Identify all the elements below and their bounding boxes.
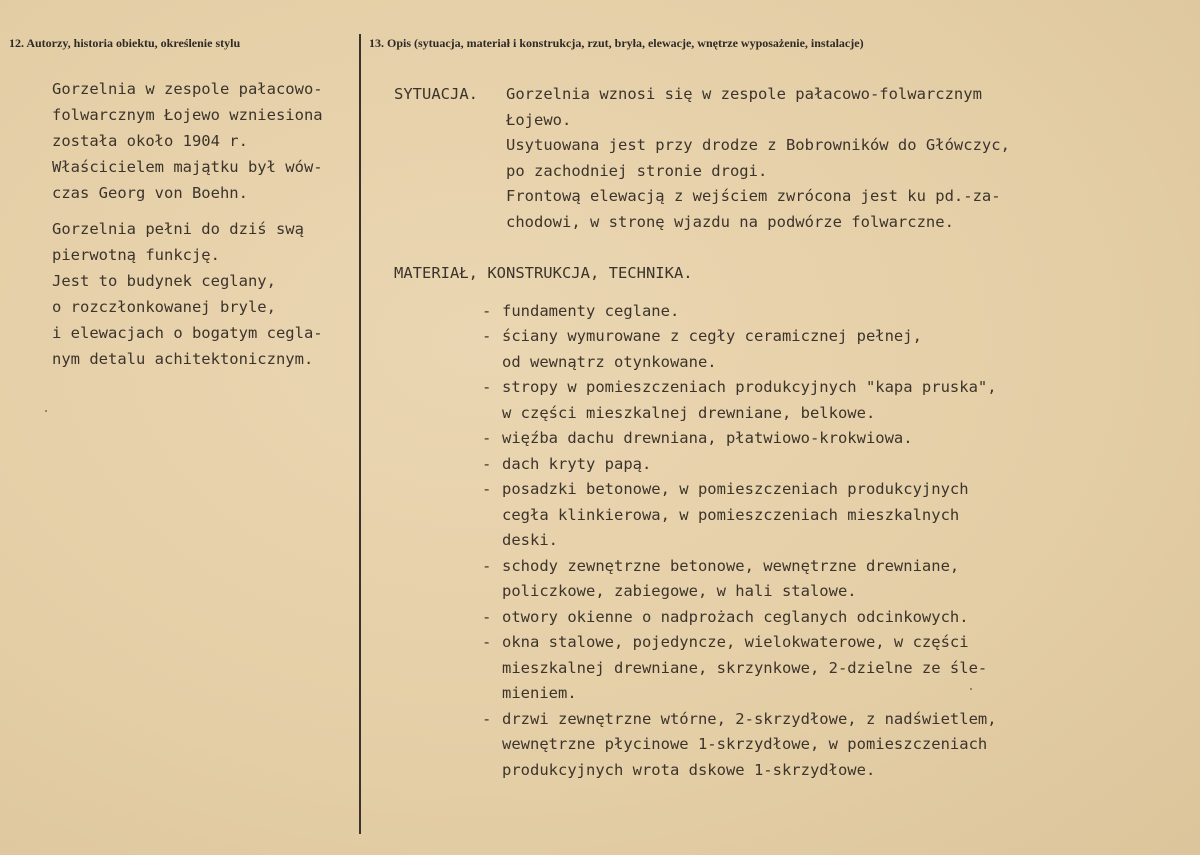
situation-label: SYTUACJA. [394, 85, 478, 103]
history-paragraph-2: Gorzelnia pełni do dziś swą pierwotną funkcję. Jest to budynek ceglany, o rozczłonkowanej bryle, i elewacjach o bogatym cegla- nym detalu achitektonicznym. [52, 220, 323, 368]
material-heading: MATERIAŁ, KONSTRUKCJA, TECHNIKA. [394, 264, 693, 282]
column-divider [359, 34, 361, 834]
section-13-header: 13. Opis (sytuacja, materiał i konstrukcja, rzut, bryła, elewacje, wnętrze wyposażenie, instalacje) [369, 36, 864, 50]
list-item-text: schody zewnętrzne betonowe, wewnętrzne drewniane, policzkowe, zabiegowe, w hali stalowe. [502, 556, 960, 600]
list-item: - okna stalowe, pojedyncze, wielokwaterowe, w części mieszkalnej drewniane, skrzynkowe, 2-dzielne ze śle- mieniem. [482, 630, 1184, 707]
list-item-text: dach kryty papą. [502, 454, 652, 473]
situation-first-line [394, 82, 1184, 108]
list-item-text: więźba dachu drewniana, płatwiowo-krokwiowa. [502, 429, 913, 447]
list-item: - fundamenty ceglane. [482, 299, 1184, 325]
list-item-text: stropy w pomieszczeniach produkcyjnych "kapa pruska", w części mieszkalnej drewniane, belkowe. [502, 378, 997, 422]
list-item-text: okna stalowe, pojedyncze, wielokwaterowe, w części mieszkalnej drewniane, skrzynkowe, 2-dzielne ze śle- mieniem. [502, 633, 988, 702]
material-list [482, 299, 1184, 784]
list-item-text: fundamenty ceglane. [502, 301, 680, 320]
list-item-text: drzwi zewnętrzne wtórne, 2-skrzydłowe, z nadświetlem, wewnętrzne płycinowe 1-skrzydłowe, w pomieszczeniach produkcyjnych wrota dskowe 1-skrzydłowe. [502, 709, 997, 779]
list-item: - posadzki betonowe, w pomieszczeniach produkcyjnych cegła klinkierowa, w pomieszczeniach mieszkalnych deski. [482, 477, 1184, 554]
list-item: - otwory okienne o nadprożach ceglanych odcinkowych. [482, 605, 1184, 631]
list-item-text: posadzki betonowe, w pomieszczeniach produkcyjnych cegła klinkierowa, w pomieszczeniach mieszkalnych deski. [502, 480, 969, 549]
situation-body: Łojewo. Usytuowana jest przy drodze z Bobrowników do Główczyc, po zachodniej stronie drogi. Frontową elewacją z wejściem zwrócona jest ku pd.-za- chodowi, w stronę wjazdu na podwórze folwarczne. [506, 110, 1010, 231]
list-item: - drzwi zewnętrzne wtórne, 2-skrzydłowe, z nadświetlem, wewnętrzne płycinowe 1-skrzydłowe, w pomieszczeniach produkcyjnych wrota dskowe 1-skrzydłowe. [482, 707, 1184, 784]
section-12-header: 12. Autorzy, historia obiektu, określenie stylu [9, 36, 241, 50]
history-text [52, 76, 352, 382]
history-paragraph-1: Gorzelnia w zespole pałacowo- folwarcznym Łojewo wzniesiona została około 1904 r. Właścicielem majątku był wów- czas Georg von Boehn. [52, 80, 323, 202]
list-item-text: otwory okienne o nadprożach ceglanych odcinkowych. [502, 607, 969, 626]
list-item-text: ściany wymurowane z cegły ceramicznej pełnej, od wewnątrz otynkowane. [502, 327, 922, 371]
paper-speck [970, 688, 972, 690]
description-text [394, 82, 1184, 783]
list-item: - dach kryty papą. [482, 452, 1184, 478]
list-item: - stropy w pomieszczeniach produkcyjnych "kapa pruska", w części mieszkalnej drewniane, belkowe. [482, 375, 1184, 426]
situation-line-1: Gorzelnia wznosi się w zespole pałacowo-folwarcznym [506, 85, 982, 103]
paper-speck [45, 410, 47, 412]
list-item: - schody zewnętrzne betonowe, wewnętrzne drewniane, policzkowe, zabiegowe, w hali stalowe. [482, 554, 1184, 605]
list-item: - więźba dachu drewniana, płatwiowo-krokwiowa. [482, 426, 1184, 452]
list-item: - ściany wymurowane z cegły ceramicznej pełnej, od wewnątrz otynkowane. [482, 324, 1184, 375]
